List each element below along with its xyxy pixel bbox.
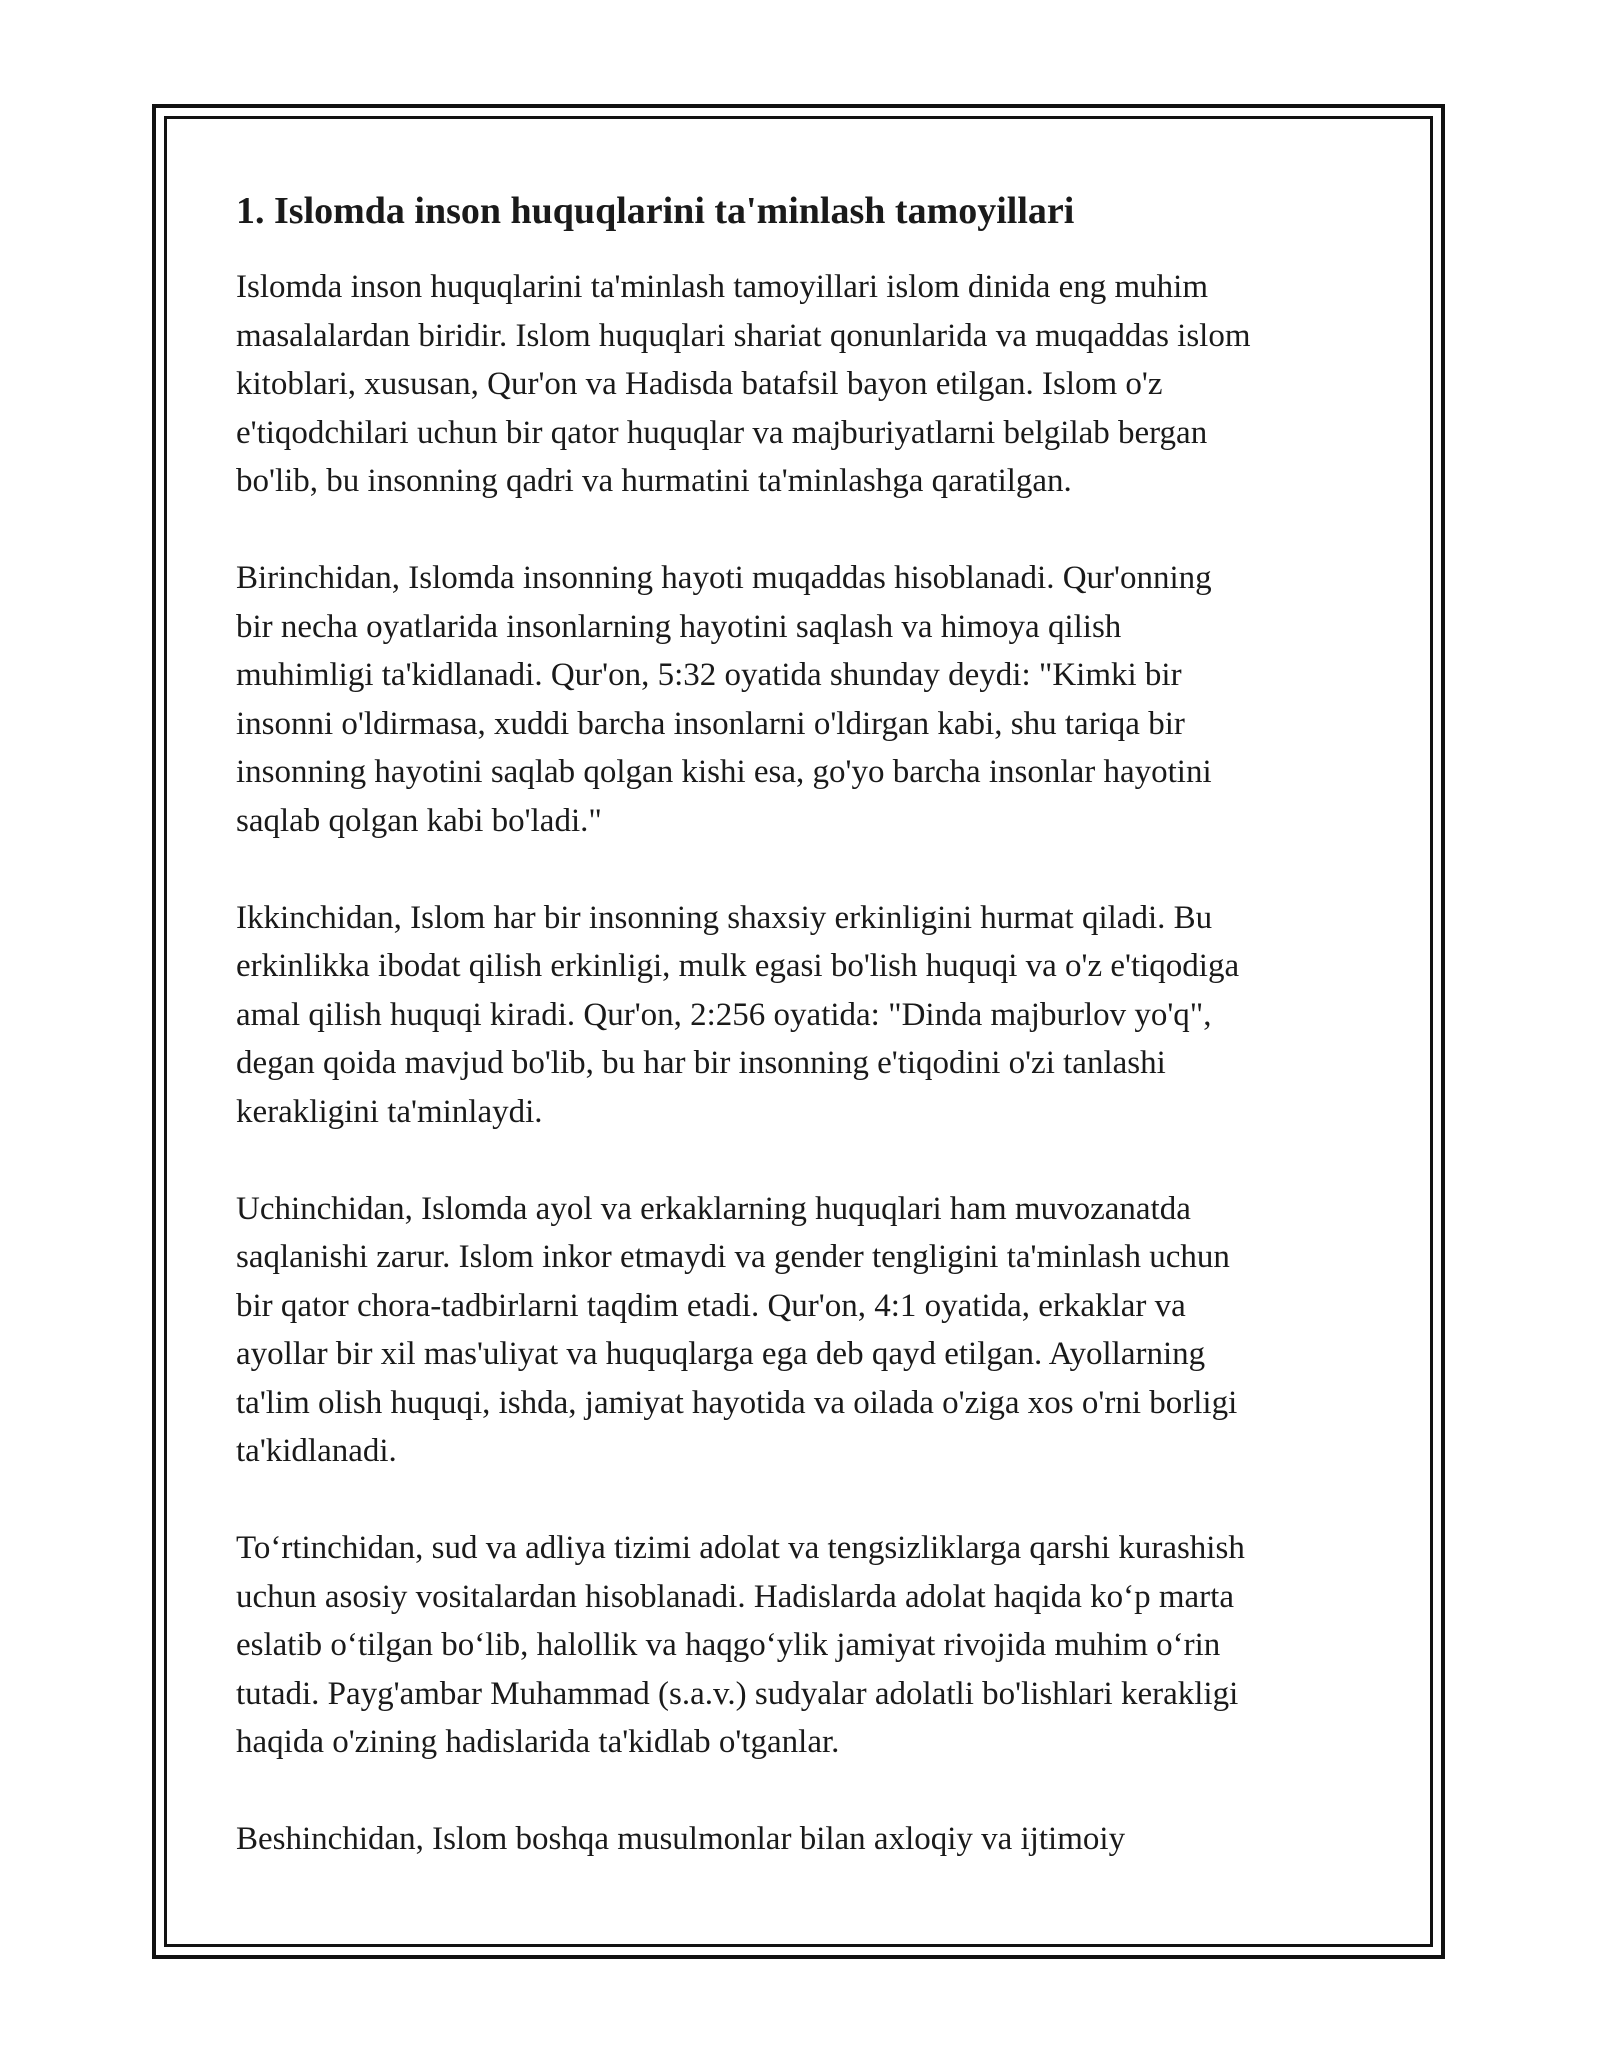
- text-line: bir necha oyatlarida insonlarning hayotini saqlash va himoya qilish: [236, 608, 1122, 645]
- text-line: muhimligi ta'kidlanadi. Qur'on, 5:32 oyatida shunday deydi: "Kimki bir: [236, 657, 1182, 693]
- text-line: e'tiqodchilari uchun bir qator huquqlar va majburiyatlarni belgilab bergan: [236, 414, 1208, 451]
- text-line: saqlanishi zarur. Islom inkor etmaydi va gender tengligini ta'minlash uchun: [236, 1239, 1230, 1275]
- paragraph-intro: [236, 263, 1376, 506]
- text-line: degan qoida mavjud bo'lib, bu har bir insonning e'tiqodini o'zi tanlashi: [236, 1045, 1166, 1081]
- text-line: bo'lib, bu insonning qadri va hurmatini ta'minlashga qaratilgan.: [236, 463, 1072, 499]
- text-line: Birinchidan, Islomda insonning hayoti muqaddas hisoblanadi. Qur'onning: [236, 560, 1212, 596]
- text-line: masalalardan biridir. Islom huquqlari shariat qonunlarida va muqaddas islom: [236, 317, 1251, 354]
- text-line: bir qator chora-tadbirlarni taqdim etadi. Qur'on, 4:1 oyatida, erkaklar va: [236, 1287, 1186, 1324]
- text-line: kerakligini ta'minlaydi.: [236, 1093, 543, 1130]
- paragraph-third: [236, 1185, 1376, 1476]
- text-line: saqlab qolgan kabi bo'ladi.": [236, 802, 602, 839]
- paragraph-fourth: [236, 1524, 1376, 1767]
- text-line: uchun asosiy vositalardan hisoblanadi. Hadislarda adolat haqida ko‘p marta: [236, 1578, 1234, 1615]
- text-line: ta'lim olish huquqi, ishda, jamiyat hayotida va oilada o'ziga xos o'rni borligi: [236, 1384, 1238, 1421]
- text-line: Islomda inson huquqlarini ta'minlash tamoyillari islom dinida eng muhim: [236, 269, 1209, 305]
- paragraph-first: [236, 554, 1376, 845]
- text-line: eslatib o‘tilgan bo‘lib, halollik va haqgo‘ylik jamiyat rivojida muhim o‘rin: [236, 1627, 1221, 1663]
- text-line: To‘rtinchidan, sud va adliya tizimi adolat va tengsizliklarga qarshi kurashish: [236, 1530, 1245, 1566]
- text-line: tutadi. Payg'ambar Muhammad (s.a.v.) sudyalar adolatli bo'lishlari kerakligi: [236, 1675, 1239, 1712]
- text-line: kitoblari, xususan, Qur'on va Hadisda batafsil bayon etilgan. Islom o'z: [236, 366, 1163, 402]
- text-line: amal qilish huquqi kiradi. Qur'on, 2:256 oyatida: "Dinda majburlov yo'q",: [236, 996, 1212, 1033]
- section-title: 1. Islomda inson huquqlarini ta'minlash tamoyillari: [236, 190, 1075, 232]
- text-line: ayollar bir xil mas'uliyat va huquqlarga ega deb qayd etilgan. Ayollarning: [236, 1336, 1206, 1372]
- text-line: ta'kidlanadi.: [236, 1433, 397, 1469]
- text-line: Uchinchidan, Islomda ayol va erkaklarning huquqlari ham muvozanatda: [236, 1190, 1191, 1227]
- text-line: Beshinchidan, Islom boshqa musulmonlar bilan axloqiy va ijtimoiy: [236, 1821, 1126, 1857]
- document-body: [236, 185, 1376, 1912]
- text-line: insonning hayotini saqlab qolgan kishi esa, go'yo barcha insonlar hayotini: [236, 754, 1212, 790]
- text-line: erkinlikka ibodat qilish erkinligi, mulk egasi bo'lish huquqi va o'z e'tiqodiga: [236, 948, 1240, 984]
- text-line: Ikkinchidan, Islom har bir insonning shaxsiy erkinligini hurmat qiladi. Bu: [236, 899, 1213, 936]
- text-line: insonni o'ldirmasa, xuddi barcha insonlarni o'ldirgan kabi, shu tariqa bir: [236, 705, 1185, 742]
- text-line: haqida o'zining hadislarida ta'kidlab o'tganlar.: [236, 1724, 840, 1760]
- paragraph-second: [236, 894, 1376, 1137]
- paragraph-fifth: [236, 1815, 1376, 1864]
